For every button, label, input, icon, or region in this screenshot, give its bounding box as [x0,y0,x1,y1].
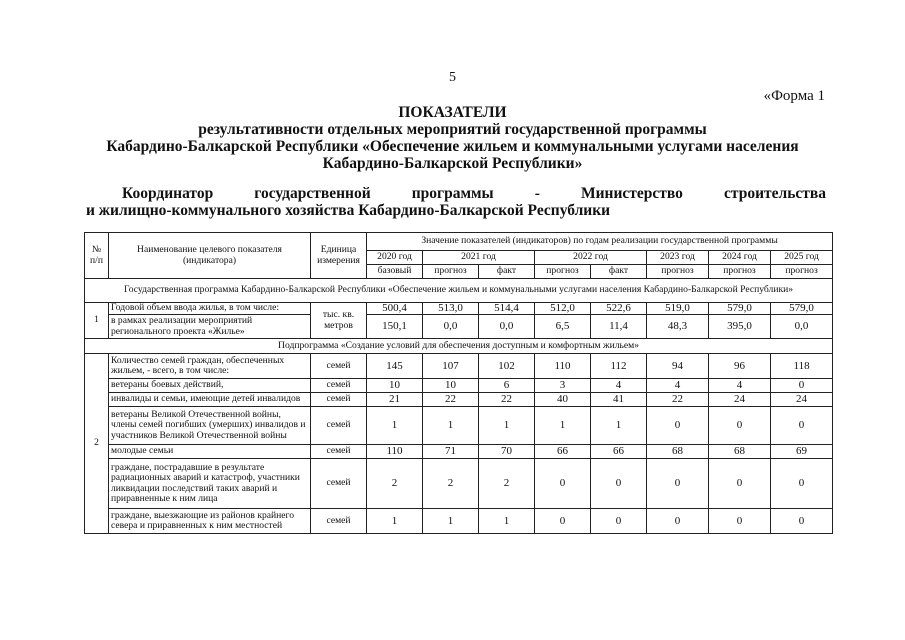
indicator-name: граждане, пострадавшие в результате радиационных аварий и катастроф, участники ликвидации последствий таких аварий и приравненные к ним лица [109,459,311,509]
value-cell: 579,0 [771,303,833,315]
value-cell: 6,5 [535,315,591,339]
header-sub: прогноз [535,265,591,279]
unit-cell: семей [311,379,367,393]
row-number: 1 [85,303,109,339]
value-cell: 2 [423,459,479,509]
value-cell: 94 [647,354,709,379]
value-cell: 522,6 [591,303,647,315]
value-cell: 0 [771,379,833,393]
value-cell: 22 [423,393,479,407]
value-cell: 0 [771,509,833,534]
value-cell: 1 [367,509,423,534]
value-cell: 10 [423,379,479,393]
section-row-program: Государственная программа Кабардино-Балкарской Республики «Обеспечение жильем и коммунальными услугами населения Кабардино-Балкарской Республики» [85,279,833,303]
value-cell: 2 [367,459,423,509]
coordinator-block [86,185,826,219]
value-cell: 40 [535,393,591,407]
value-cell: 0,0 [423,315,479,339]
value-cell: 3 [535,379,591,393]
value-cell: 1 [479,509,535,534]
value-cell: 0 [709,459,771,509]
indicator-name: Годовой объем ввода жилья, в том числе: [109,303,311,315]
unit-cell: семей [311,445,367,459]
value-cell: 514,4 [479,303,535,315]
unit-cell: семей [311,407,367,445]
coordinator-word: государственной [254,185,371,202]
header-sub: факт [479,265,535,279]
unit-cell: тыс. кв. метров [311,303,367,339]
coordinator-word: Министерство [581,185,683,202]
header-values: Значение показателей (индикаторов) по годам реализации государственной программы [367,233,833,251]
value-cell: 66 [591,445,647,459]
value-cell: 1 [535,407,591,445]
value-cell: 0 [591,509,647,534]
value-cell: 102 [479,354,535,379]
form-label: «Форма 1 [763,88,825,104]
section-row-subprogram: Подпрограмма «Создание условий для обеспечения доступным и комфортным жильем» [85,339,833,354]
header-year: 2023 год [647,251,709,265]
unit-cell: семей [311,354,367,379]
header-year: 2022 год [535,251,647,265]
header-year: 2024 год [709,251,771,265]
coordinator-line-2: и жилищно-коммунального хозяйства Кабардино-Балкарской Республики [86,202,611,219]
unit-cell: семей [311,509,367,534]
value-cell: 0 [709,509,771,534]
unit-cell: семей [311,393,367,407]
value-cell: 1 [591,407,647,445]
coordinator-word: строительства [724,185,826,202]
coordinator-word: - [534,185,540,202]
indicator-name: ветераны боевых действий, [109,379,311,393]
indicators-table [84,232,833,534]
document-title [0,104,905,172]
header-sub: прогноз [647,265,709,279]
value-cell: 579,0 [709,303,771,315]
header-name: Наименование целевого показателя (индикатора) [109,233,311,279]
value-cell: 0 [535,459,591,509]
value-cell: 513,0 [423,303,479,315]
value-cell: 1 [423,407,479,445]
title-line-1: ПОКАЗАТЕЛИ [398,104,507,121]
value-cell: 0,0 [771,315,833,339]
value-cell: 24 [771,393,833,407]
value-cell: 110 [535,354,591,379]
header-num: № п/п [85,233,109,279]
value-cell: 48,3 [647,315,709,339]
value-cell: 0 [647,459,709,509]
title-line-3: Кабардино-Балкарской Республики «Обеспечение жильем и коммунальными услугами населения [106,138,799,155]
value-cell: 0 [647,509,709,534]
value-cell: 66 [535,445,591,459]
value-cell: 6 [479,379,535,393]
value-cell: 68 [647,445,709,459]
coordinator-word: Координатор [122,185,214,202]
value-cell: 107 [423,354,479,379]
value-cell: 1 [479,407,535,445]
indicator-name: ветераны Великой Отечественной войны, члены семей погибших (умерших) инвалидов и участников Великой Отечественной войны [109,407,311,445]
header-sub: факт [591,265,647,279]
value-cell: 4 [647,379,709,393]
header-sub: прогноз [771,265,833,279]
value-cell: 4 [591,379,647,393]
indicator-name: в рамках реализации мероприятий регионального проекта «Жилье» [109,315,311,339]
title-line-4: Кабардино-Балкарской Республики» [322,155,583,172]
page-number: 5 [449,70,456,85]
value-cell: 112 [591,354,647,379]
value-cell: 0 [647,407,709,445]
value-cell: 1 [423,509,479,534]
value-cell: 118 [771,354,833,379]
value-cell: 0,0 [479,315,535,339]
value-cell: 70 [479,445,535,459]
value-cell: 96 [709,354,771,379]
value-cell: 2 [479,459,535,509]
value-cell: 512,0 [535,303,591,315]
value-cell: 11,4 [591,315,647,339]
value-cell: 1 [367,407,423,445]
title-line-2: результативности отдельных мероприятий государственной программы [198,121,707,138]
value-cell: 0 [535,509,591,534]
value-cell: 71 [423,445,479,459]
coordinator-word: программы [411,185,494,202]
value-cell: 41 [591,393,647,407]
unit-cell: семей [311,459,367,509]
value-cell: 0 [591,459,647,509]
header-unit: Единица измерения [311,233,367,279]
indicator-name: граждане, выезжающие из районов крайнего севера и приравненных к ним местностей [109,509,311,534]
value-cell: 145 [367,354,423,379]
header-sub: прогноз [423,265,479,279]
value-cell: 0 [709,407,771,445]
header-sub: базовый [367,265,423,279]
value-cell: 0 [771,459,833,509]
value-cell: 150,1 [367,315,423,339]
value-cell: 500,4 [367,303,423,315]
indicator-name: молодые семьи [109,445,311,459]
value-cell: 4 [709,379,771,393]
header-year: 2021 год [423,251,535,265]
value-cell: 395,0 [709,315,771,339]
value-cell: 0 [771,407,833,445]
indicator-name: инвалиды и семьи, имеющие детей инвалидов [109,393,311,407]
value-cell: 68 [709,445,771,459]
indicator-name: Количество семей граждан, обеспеченных жильем, - всего, в том числе: [109,354,311,379]
value-cell: 110 [367,445,423,459]
value-cell: 69 [771,445,833,459]
header-year: 2020 год [367,251,423,265]
header-year: 2025 год [771,251,833,265]
value-cell: 21 [367,393,423,407]
value-cell: 24 [709,393,771,407]
value-cell: 519,0 [647,303,709,315]
value-cell: 22 [479,393,535,407]
row-number: 2 [85,354,109,534]
value-cell: 22 [647,393,709,407]
coordinator-line-1 [86,185,826,202]
value-cell: 10 [367,379,423,393]
header-sub: прогноз [709,265,771,279]
